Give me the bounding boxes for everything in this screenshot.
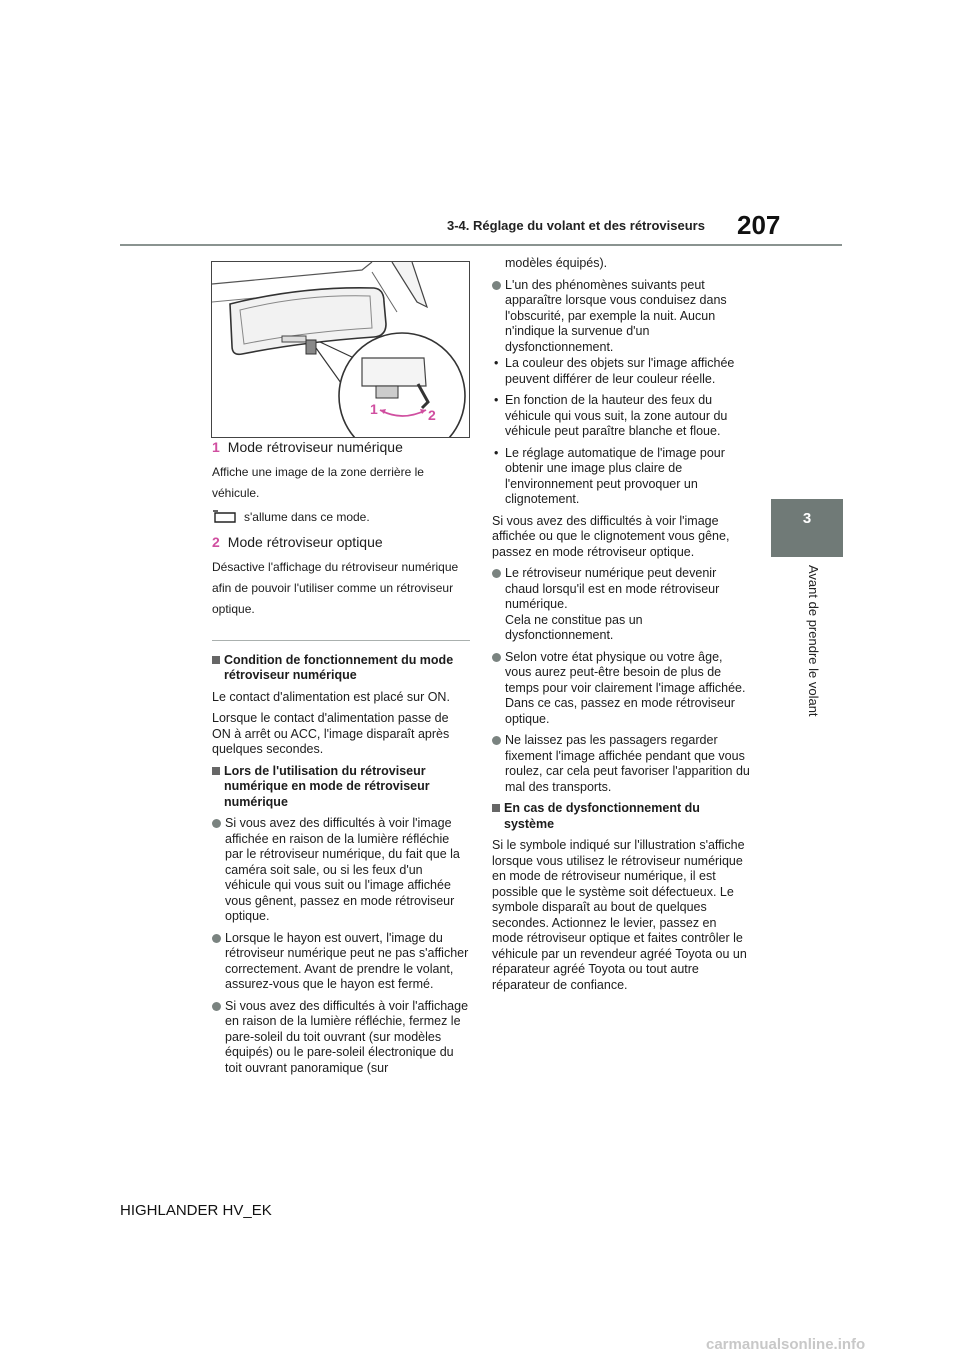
phenomenon-2: • En fonction de la hauteur des feux du véhicule qui vous suit, la zone autour du véhicule peut paraître blanche et floue.	[492, 393, 750, 440]
usage-bullet-5: Le rétroviseur numérique peut devenir chaud lorsqu'il est en mode rétroviseur numérique. Cela ne constitue pas un dysfonctionnement.	[492, 566, 750, 644]
digital-mirror-indicator-icon	[212, 510, 238, 524]
flicker-advice: Si vous avez des difficultés à voir l'image affichée ou que le clignotement vous gêne, passez en mode rétroviseur optique.	[492, 513, 730, 559]
rearview-mirror-illustration	[211, 261, 470, 438]
callout-2-label: 2	[428, 407, 436, 423]
phenomenon-3: • Le réglage automatique de l'image pour obtenir une image plus claire de l'environnement peut provoquer un clignotement.	[492, 446, 750, 508]
mode-1-title: Mode rétroviseur numérique	[227, 439, 403, 455]
mode-2-number: 2	[212, 534, 220, 550]
phenomenon-1: • La couleur des objets sur l'image affichée peuvent différer de leur couleur réelle.	[492, 356, 750, 387]
condition-paragraph-1: Le contact d'alimentation est placé sur ON.	[212, 689, 450, 704]
usage-bullet-1: Si vous avez des difficultés à voir l'image affichée en raison de la lumière réfléchie par le rétroviseur numérique, du fait que la caméra soit sale, ou si les feux d'un véhicule qui vous suit ou l'image affichée vous gênent, passez en mode rétroviseur optique.	[212, 816, 470, 925]
page-number: 207	[737, 210, 781, 240]
mode-1-icon-text: s'allume dans ce mode.	[244, 509, 370, 524]
malfunction-heading: En cas de dysfonctionnement du système	[492, 801, 750, 832]
model-footer: HIGHLANDER HV_EK	[120, 1202, 272, 1219]
right-column	[492, 256, 750, 999]
usage-bullet-7: Ne laissez pas les passagers regarder fixement l'image affichée pendant que vous roulez, car cela peut favoriser l'apparition du mal des transports.	[492, 733, 750, 795]
chapter-title: Avant de prendre le volant	[806, 565, 821, 717]
chapter-tab: 3	[771, 499, 843, 557]
usage-bullet-3: Si vous avez des difficultés à voir l'affichage en raison de la lumière réfléchie, fermez le pare-soleil du toit ouvrant (sur modèles équipés) ou le pare-soleil électronique du toit ouvrant panoramique (sur	[212, 999, 470, 1077]
mode-1-number: 1	[212, 439, 220, 455]
usage-bullet-3-continued: modèles équipés).	[505, 256, 608, 270]
mode-2-description: Désactive l'affichage du rétroviseur numérique afin de pouvoir l'utiliser comme un rétroviseur optique.	[212, 559, 459, 616]
usage-heading: Lors de l'utilisation du rétroviseur numérique en mode de rétroviseur numérique	[212, 764, 470, 811]
section-divider	[212, 640, 470, 641]
mode-2-title: Mode rétroviseur optique	[227, 534, 383, 550]
mode-1-heading	[212, 440, 470, 456]
site-watermark: carmanualsonline.info	[706, 1336, 866, 1353]
header-divider	[120, 244, 842, 246]
mode-2-heading	[212, 535, 470, 551]
callout-1-label: 1	[370, 401, 378, 417]
usage-bullet-6: Selon votre état physique ou votre âge, vous aurez peut-être besoin de plus de temps pour voir clairement l'image affichée. Dans ce cas, passez en mode rétroviseur optique.	[492, 650, 750, 728]
mode-1-icon-note	[212, 510, 470, 526]
malfunction-paragraph: Si le symbole indiqué sur l'illustration s'affiche lorsque vous utilisez le rétroviseur numérique en mode de rétroviseur numérique, il est possible que le système soit défectueux. Le symbole disparaît au bout de quelques secondes. Actionnez le levier, passez en mode rétroviseur optique et faites contrôler le véhicule par un revendeur agréé Toyota ou un réparateur agréé Toyota ou tout autre réparateur de confiance.	[492, 838, 747, 992]
section-title: 3-4. Réglage du volant et des rétroviseurs	[447, 218, 705, 233]
usage-bullet-2: Lorsque le hayon est ouvert, l'image du rétroviseur numérique peut ne pas s'afficher correctement. Avant de prendre le volant, assurez-vous que le hayon est fermé.	[212, 931, 470, 993]
condition-paragraph-2: Lorsque le contact d'alimentation passe de ON à arrêt ou ACC, l'image disparaît après quelques secondes.	[212, 711, 450, 756]
condition-heading: Condition de fonctionnement du mode rétroviseur numérique	[212, 653, 470, 684]
left-column	[212, 440, 470, 1082]
usage-bullet-4: L'un des phénomènes suivants peut apparaître lorsque vous conduisez dans l'obscurité, par exemple la nuit. Aucun n'indique la survenue d'un dysfonctionnement.	[492, 278, 750, 356]
mode-1-description: Affiche une image de la zone derrière le véhicule.	[212, 464, 424, 500]
mirror-drawing	[212, 262, 469, 437]
